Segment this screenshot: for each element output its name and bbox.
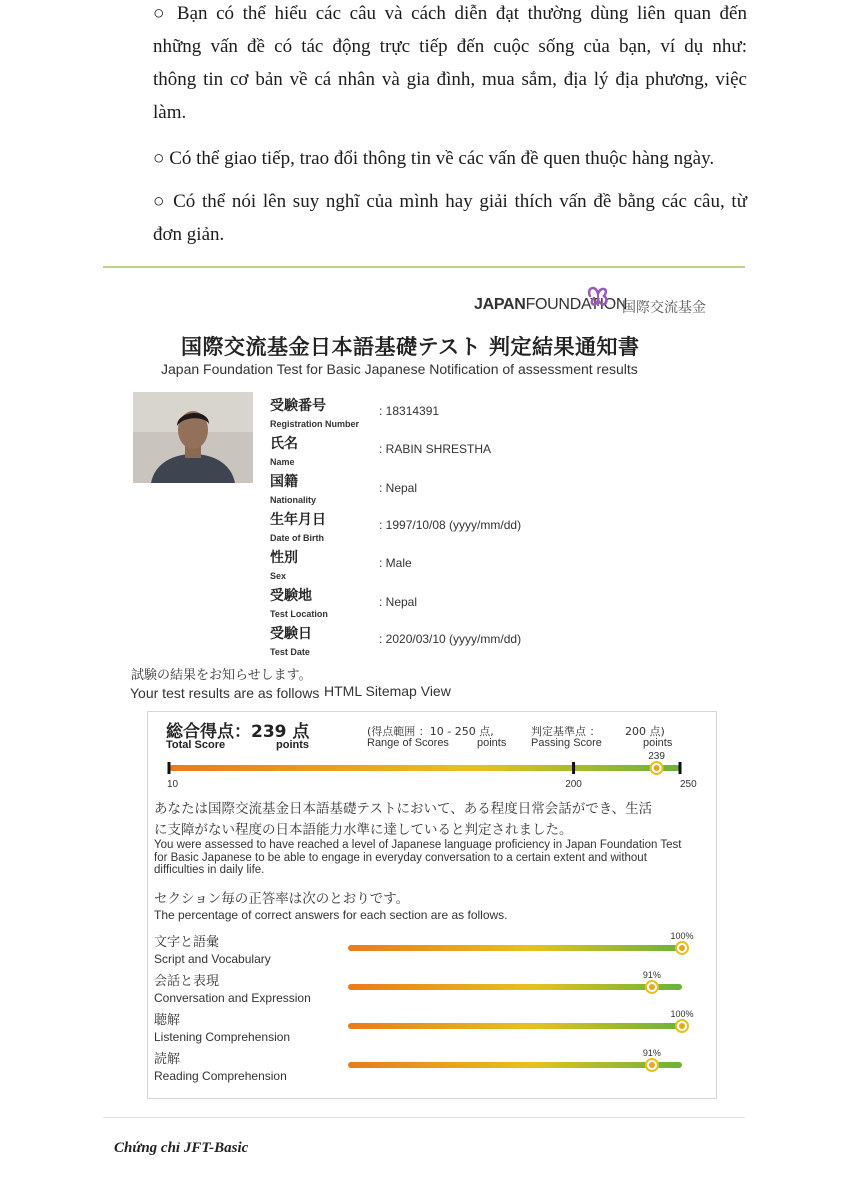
range-of-scores-jp: (得点範囲 ：10 - 250 点, [367,725,494,738]
assessment-en: You were assessed to have reached a level of Japanese language proficiency in Japan Foundation Test for Basic Japanese to be able to engage in everyday conversation to a certain extent and without difficulties in daily life. [154,839,682,876]
section-name-jp-script: 文字と語彙 [154,935,220,950]
field-label-jp-nationality: 国籍 [270,474,298,490]
section-bar-marker-dot [649,1062,655,1068]
section-percent-reading: 91% [642,1048,661,1058]
intro-paragraph-1 [153,0,747,129]
field-label-jp-sex: 性別 [270,550,298,566]
field-label-jp-name: 氏名 [270,436,298,452]
total-score-jp: 総合得点：239 点 [166,722,310,742]
range-of-scores-points: points [477,737,507,749]
butterfly-logo-icon [584,282,614,312]
html-sitemap-link[interactable]: HTML Sitemap View [324,683,451,699]
field-value-registration: : 18314391 [379,404,440,418]
section-bar-track [348,1062,682,1068]
intro-line: ○ Có thể nói lên suy nghĩ của mình hay giải thích vấn đề bằng các câu, từ [153,191,747,212]
tick-label-max: 250 [680,779,697,790]
logo-text-bold: JAPAN [474,296,526,313]
intro-line: đơn giản. [153,224,225,245]
section-name-en-listening: Listening Comprehension [154,1030,291,1044]
assessment-jp-line-2: に支障がない程度の日本語能力水準に達していると判定されました。 [154,822,573,838]
result-intro-en: Your test results are as follows [130,685,320,701]
field-label-en-registration: Registration Number [270,419,360,429]
result-intro-jp: 試験の結果をお知らせします。 [131,668,312,683]
field-value-test-date: : 2020/03/10 (yyyy/mm/dd) [379,632,522,646]
certificate-bottom-border [103,1117,745,1118]
intro-line: những vấn đề có tác động trực tiếp đến cuộc sống của bạn, ví dụ như: [153,36,747,57]
field-label-en-name: Name [270,457,295,467]
tick-label-passing: 200 [565,779,582,790]
assessment-jp-line-1: あなたは国際交流基金日本語基礎テストにおいて、ある程度日常会話ができ、生活 [154,801,653,817]
section-bar-marker-dot [679,1023,685,1029]
section-intro-jp: セクション毎の正答率は次のとおりです。 [154,891,410,907]
certificate-title-en: Japan Foundation Test for Basic Japanese Notification of assessment results [161,361,638,377]
intro-paragraph-3 [153,185,747,251]
section-name-en-reading: Reading Comprehension [154,1069,287,1083]
certificate-title-jp: 国際交流基金日本語基礎テスト 判定結果通知書 [181,335,640,359]
logo-text-light: FOUNDATION [525,296,628,313]
section-percent-listening: 100% [670,1009,694,1019]
field-label-en-location: Test Location [270,609,328,619]
score-marker-dot [654,765,660,771]
passing-score-jp: 判定基準点 ： [531,725,601,738]
section-name-jp-conversation: 会話と表現 [154,974,220,989]
field-label-jp-test-date: 受験日 [270,626,312,642]
section-name-jp-reading: 読解 [154,1052,181,1067]
figure-caption: Chứng chỉ JFT-Basic [114,1140,249,1156]
section-bar-marker-dot [679,945,685,951]
field-label-en-test-date: Test Date [270,647,310,657]
score-marker-label: 239 [648,751,665,762]
field-value-name: : RABIN SHRESTHA [379,442,492,456]
passing-score-points: points [643,737,673,749]
section-percent-conversation: 91% [642,970,661,980]
range-of-scores-en: Range of Scores [367,737,449,749]
logo-text-jp: 国際交流基金 [622,300,706,316]
field-value-nationality: : Nepal [379,481,418,495]
field-label-jp-registration: 受験番号 [270,398,326,414]
field-value-sex: : Male [379,556,412,570]
total-score-bar [160,748,700,798]
section-bar-track [348,1023,682,1029]
section-intro-en: The percentage of correct answers for each section are as follows. [154,908,508,922]
section-bar-track [348,945,682,951]
field-label-jp-dob: 生年月日 [270,512,326,528]
section-bars [340,925,700,1085]
intro-line: thông tin cơ bản về cá nhân và gia đình, mua sắm, địa lý địa phương, việc [153,69,747,90]
field-value-location: : Nepal [379,595,418,609]
field-label-en-nationality: Nationality [270,495,317,505]
field-label-jp-location: 受験地 [270,588,312,604]
intro-line: ○ Bạn có thể hiểu các câu và cách diễn đạt thường dùng liên quan đến [153,3,747,24]
passing-score-value: 200 点) [625,725,665,738]
section-name-jp-listening: 聴解 [154,1013,181,1028]
passing-score-en: Passing Score [531,737,602,749]
candidate-photo [133,392,253,483]
total-score-en: Total Score [166,739,226,751]
total-bar-track [169,765,680,771]
field-value-dob: : 1997/10/08 (yyyy/mm/dd) [379,518,522,532]
intro-line: làm. [153,102,187,123]
field-label-en-dob: Date of Birth [270,533,324,543]
tick-label-min: 10 [167,779,179,790]
total-score-points: points [276,739,309,751]
section-percent-script: 100% [670,931,694,941]
section-name-en-script: Script and Vocabulary [154,952,271,966]
section-name-en-conversation: Conversation and Expression [154,991,311,1005]
candidate-photo-image [133,392,253,483]
section-bar-track [348,984,682,990]
intro-paragraph-2 [153,142,747,175]
section-bar-marker-dot [649,984,655,990]
field-label-en-sex: Sex [270,571,287,581]
intro-line: ○ Có thể giao tiếp, trao đổi thông tin về các vấn đề quen thuộc hàng ngày. [153,148,715,169]
